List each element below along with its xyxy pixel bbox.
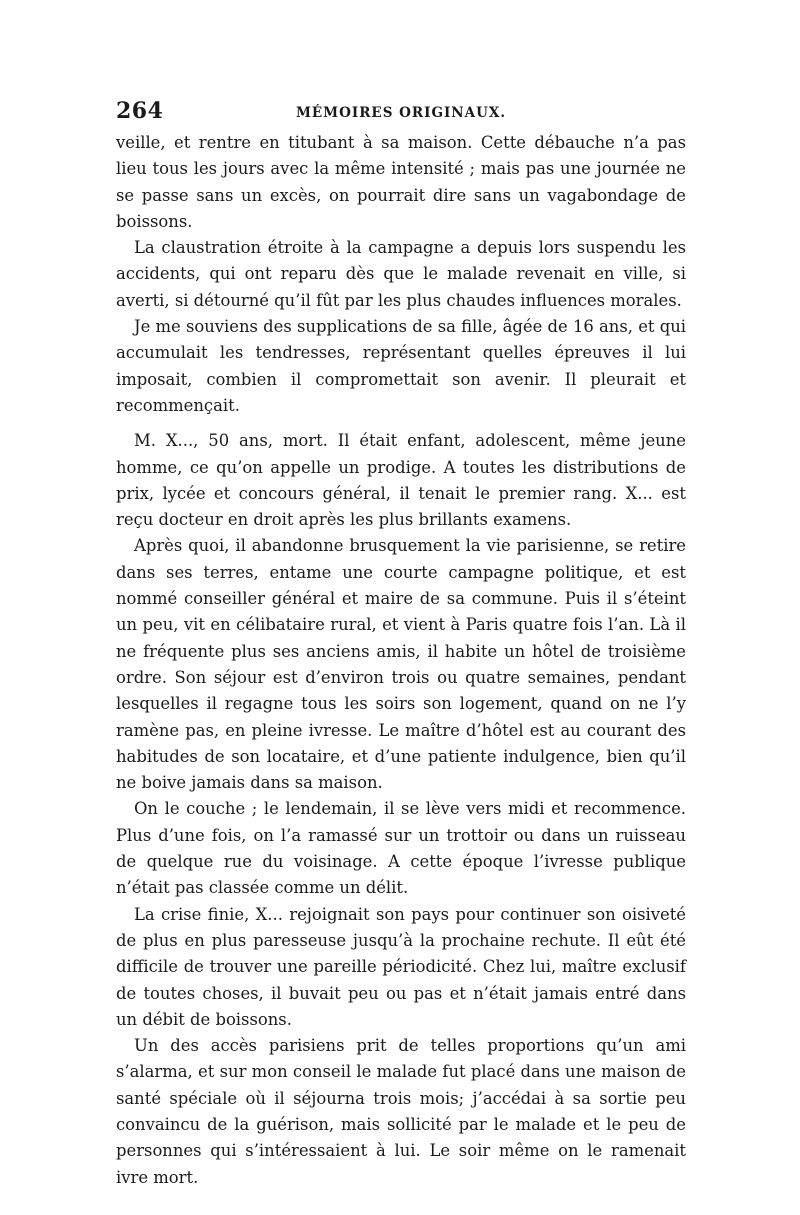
running-head — [116, 98, 686, 126]
running-title: MÉMOIRES ORIGINAUX. — [295, 105, 507, 121]
paragraph: Après quoi, il abandonne brusquement la vie parisienne, se retire dans ses terres, entame une courte campagne politique, et est nommé conseiller général et maire de sa commune. Puis il s’éteint un peu, vit en célibataire rural, et vient à Paris quatre fois l’an. Là il ne fréquente plus ses anciens amis, il habite un hôtel de troisième ordre. Son séjour est d’environ trois ou quatre semaines, pendant lesquelles il regagne tous les soirs son logement, quand on ne l’y ramène pas, en pleine ivresse. Le maître d’hôtel est au courant des habitudes de son locataire, et d’une patiente indulgence, bien qu’il ne boive jamais dans sa maison. — [116, 536, 686, 793]
paragraph: Je me souviens des supplications de sa fille, âgée de 16 ans, et qui accumulait les tendresses, représentant quelles épreuves il lui imposait, combien il compromettait son avenir. Il pleurait et recommençait. — [116, 317, 686, 415]
paragraph: La claustration étroite à la campagne a depuis lors suspendu les accidents, qui ont reparu dès que le malade revenait en ville, si averti, si détourné qu’il fût par les plus chaudes influences morales. — [116, 238, 686, 310]
page-number: 264 — [116, 98, 164, 124]
paragraph: La crise finie, X... rejoignait son pays pour continuer son oisiveté de plus en plus paresseuse jusqu’à la prochaine rechute. Il eût été difficile de trouver une pareille périodicité. Chez lui, maître exclusif de toutes choses, il buvait peu ou pas et n’était jamais entré dans un débit de boissons. — [116, 904, 686, 1029]
paragraph-continuation: veille, et rentre en titubant à sa maison. Cette débauche n’a pas lieu tous les jours avec la même intensité ; mais pas une journée ne se passe sans un excès, on pourrait dire sans un vagabondage de boissons. — [116, 133, 686, 231]
paragraph: Un des accès parisiens prit de telles proportions qu’un ami s’alarma, et sur mon conseil le malade fut placé dans une maison de santé spéciale où il séjourna trois mois; j’accédai à sa sortie peu convaincu de la guérison, mais sollicité par le malade et le peu de personnes qui s’intéressaient à lui. Le soir même on le ramenait ivre mort. — [116, 1036, 686, 1187]
paragraph: On le couche ; le lendemain, il se lève vers midi et recommence. Plus d’une fois, on l’a ramassé sur un trottoir ou dans un ruisseau de quelque rue du voisinage. A cette époque l’ivresse publique n’était pas classée comme un délit. — [116, 799, 686, 898]
case-paragraph: M. X..., 50 ans, mort. Il était enfant, adolescent, même jeune homme, ce qu’on appelle un prodige. A toutes les distributions de prix, lycée et concours général, il tenait le premier rang. X... est reçu docteur en droit après les plus brillants examens. — [116, 431, 686, 530]
body-text — [116, 130, 686, 1191]
